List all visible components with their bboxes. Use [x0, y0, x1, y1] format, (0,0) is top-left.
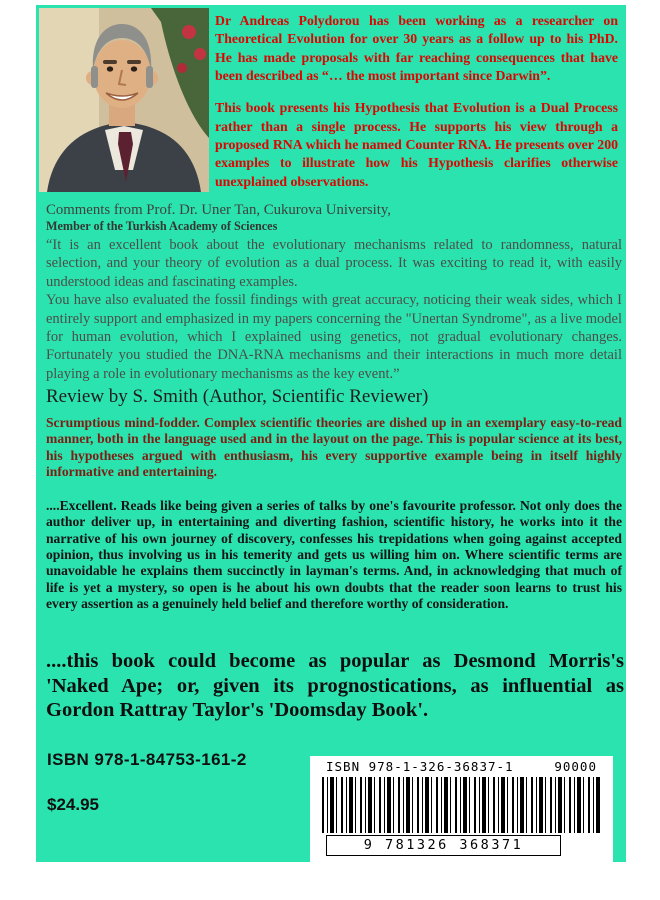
quote-paragraph-1: “It is an excellent book about the evolutionary mechanisms related to randomness, natural selection, and your theory of evolution as a dual process. It was exciting to read it, with easily understood ideas and fascinating examples. [46, 237, 622, 290]
barcode-digits: 9 781326 368371 [326, 835, 561, 856]
author-photo [39, 8, 209, 192]
closing-paragraph: ....this book could become as popular as Desmond Morris's 'Naked Ape; or, given its prognostications, as influential as Gordon Rattray Taylor's 'Doomsday Book'. [46, 650, 624, 722]
review-heading: Review by S. Smith (Author, Scientific Reviewer) [46, 386, 429, 407]
comments-heading-block [46, 202, 606, 233]
comments-subheading: Member of the Turkish Academy of Sciences [46, 219, 278, 234]
author-photo-illustration [39, 8, 209, 192]
comments-heading: Comments from Prof. Dr. Uner Tan, Cukurova University, [46, 202, 392, 218]
intro-text-block [215, 12, 618, 205]
comments-quote-block [46, 236, 622, 383]
back-cover [36, 5, 626, 862]
barcode-addon-text: 90000 [554, 759, 597, 774]
price-text: $24.95 [47, 795, 99, 814]
isbn-text: ISBN 978-1-84753-161-2 [47, 750, 247, 769]
intro-paragraph-1: Dr Andreas Polydorou has been working as a researcher on Theoretical Evolution for over 30 years as a follow up to his PhD. He has made proposals with far reaching consequences that have been described as “… the most important since Darwin”. [215, 13, 618, 84]
review-paragraph-1: Scrumptious mind-fodder. Complex scientific theories are dished up in an exemplary easy-to-read manner, both in the language used and in the layout on the page. This is popular science at its best, his hypotheses argued with enthusiasm, his every supportive example being in itself highly informative and entertaining. [46, 415, 622, 479]
barcode-isbn-text: ISBN 978-1-326-36837-1 [326, 759, 514, 774]
review-paragraph-2: ....Excellent. Reads like being given a series of talks by one's favourite professor. Not only does the author deliver up, in entertaining and diverting fashion, scientific history, he works into it the narrative of his own journey of discovery, confesses his trepidations when going against accepted opinion, thus involving us in his temerity and gets us willing him on. Where scientific terms are unavoidable he explains them succinctly in layman's terms. And, in acknowledging that much of life is yet a mystery, so open is he about his own doubts that the reader soon learns to trust his every assertion as a genuinely held belief and therefore worthy of consideration. [46, 498, 622, 611]
quote-paragraph-2: You have also evaluated the fossil findings with great accuracy, noticing their weak sides, which I entirely support and emphasized in my papers concerning the "Unertan Syndrome", as a live model for human evolution, which I explained using genetics, not gradual evolutionary changes. Fortunately you studied the DNA-RNA mechanisms and their interactions in much more detail playing a role in evolutionary mechanisms as the key event.” [46, 292, 622, 382]
barcode-panel [310, 756, 613, 877]
barcode-header [310, 756, 613, 774]
barcode-bars [322, 777, 601, 833]
intro-paragraph-2: This book presents his Hypothesis that Evolution is a Dual Process rather than a single process. He supports his view through a proposed RNA which he named Counter RNA. He presents over 200 examples to illustrate how his Hypothesis clarifies otherwise unexplained observations. [215, 100, 618, 189]
